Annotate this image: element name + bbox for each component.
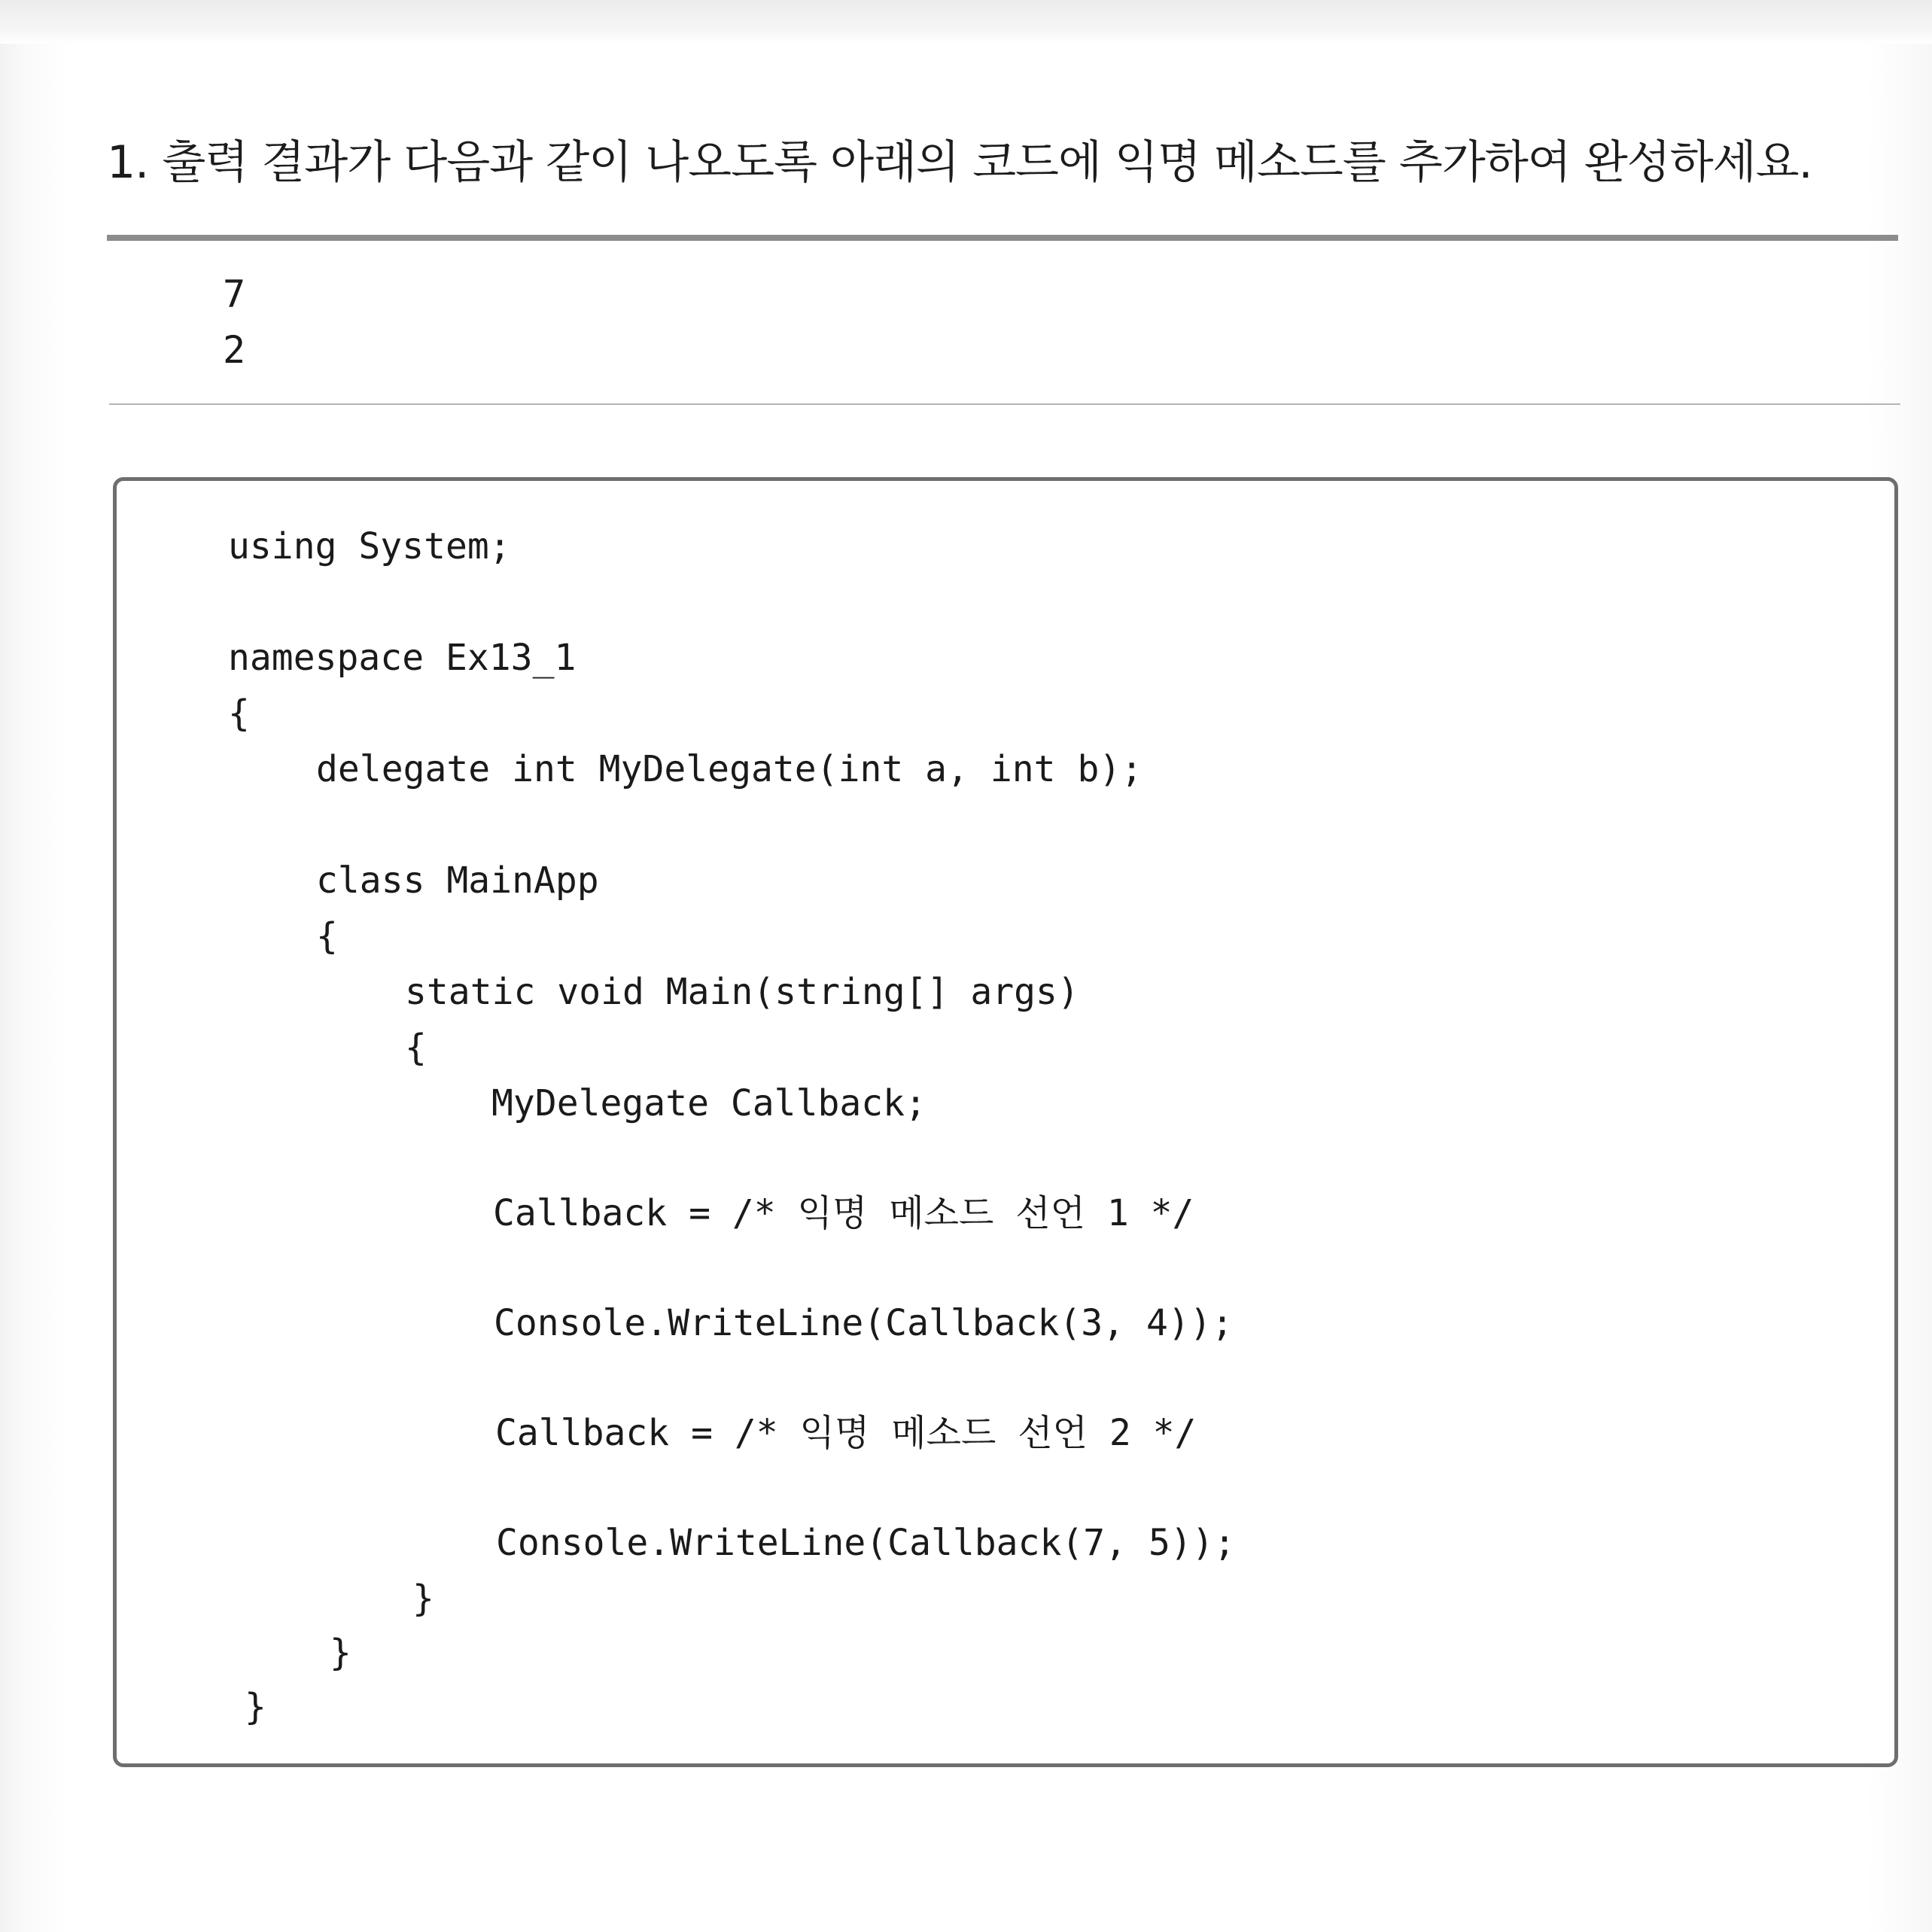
output-line-1: 7 [223, 272, 246, 316]
output-top-rule [107, 235, 1898, 241]
code-line-class: class MainApp [316, 860, 599, 902]
code-line-brace-close-1: } [245, 1686, 266, 1728]
code-line-writeline-2: Console.WriteLine(Callback(7, 5)); [496, 1522, 1236, 1564]
code-line-main: static void Main(string[] args) [405, 971, 1079, 1013]
output-line-2: 2 [223, 328, 246, 372]
question-text: 1. 출력 결과가 다음과 같이 나오도록 아래의 코드에 익명 메소드를 추가하여 완성하세요. [107, 136, 1812, 189]
output-bottom-rule [109, 403, 1900, 405]
code-line-declare: MyDelegate Callback; [491, 1082, 926, 1124]
code-line-writeline-1: Console.WriteLine(Callback(3, 4)); [494, 1302, 1234, 1344]
code-line-brace-open-3: { [405, 1027, 427, 1069]
code-line-callback-2: Callback = /* 익명 메소드 선언 2 */ [495, 1412, 1197, 1454]
code-line-delegate: delegate int MyDelegate(int a, int b); [316, 748, 1143, 790]
code-line-callback-1: Callback = /* 익명 메소드 선언 1 */ [493, 1192, 1194, 1234]
code-line-brace-open-1: { [228, 692, 250, 735]
code-line-namespace: namespace Ex13_1 [228, 637, 577, 679]
code-line-brace-open-2: { [316, 915, 338, 957]
code-line-using: using System; [228, 525, 511, 567]
code-line-brace-close-2: } [330, 1632, 351, 1674]
code-line-brace-close-3: } [412, 1578, 434, 1620]
page-top-edge [0, 0, 1932, 44]
